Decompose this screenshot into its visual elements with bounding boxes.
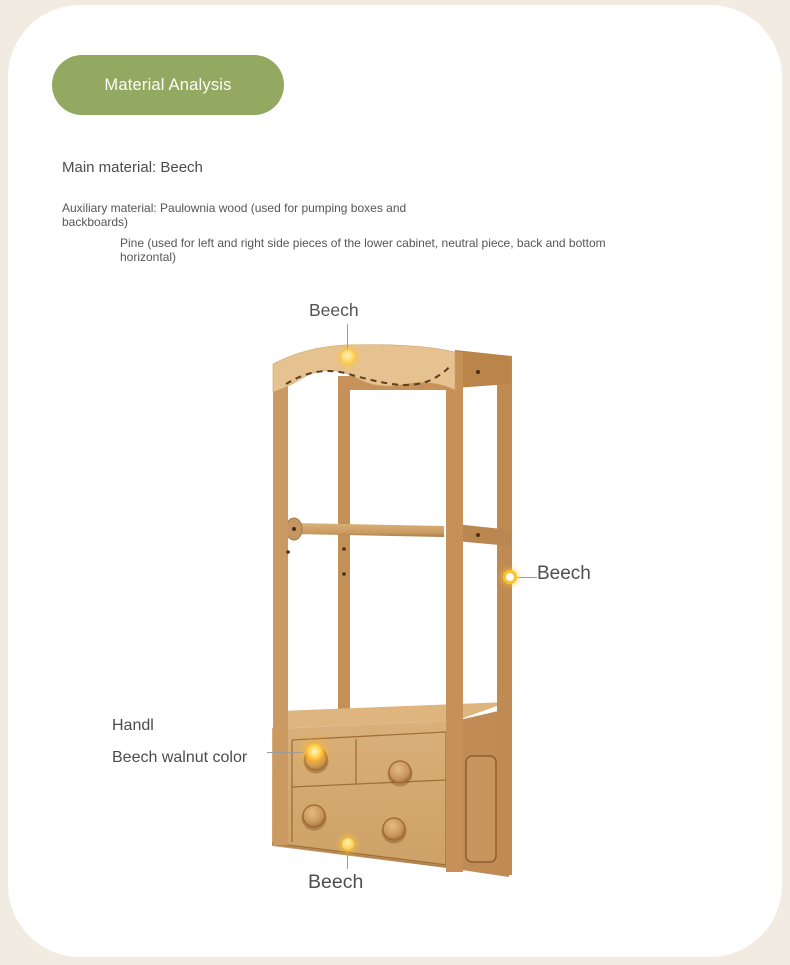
rail-hole [476, 533, 480, 537]
marker-dot-icon [305, 743, 324, 762]
main-material-text: Main material: Beech [62, 159, 203, 176]
rail-hole [476, 370, 480, 374]
marker-dot-icon [342, 838, 354, 850]
marker-dot-icon [503, 570, 517, 584]
marker-dot-icon [341, 350, 355, 364]
back-right-post [497, 356, 512, 875]
side-panel-inset [466, 756, 496, 862]
leader-line-handle [267, 752, 304, 753]
badge-label: Material Analysis [104, 75, 232, 94]
knob-top-right [389, 761, 411, 783]
label-beech-top: Beech [309, 300, 359, 320]
auxiliary-material-text: Auxiliary material: Paulownia wood (used for pumping boxes and backboards) [62, 201, 407, 230]
leader-line-bottom [347, 851, 348, 869]
top-right-side-rail [455, 350, 511, 388]
rod-cap-hole [292, 527, 296, 531]
post-holes [286, 547, 346, 576]
label-handle-color: Beech walnut color [112, 749, 248, 766]
knob-bottom-left [303, 805, 325, 827]
front-right-post [446, 352, 463, 872]
label-handle: Handl [112, 717, 154, 734]
knob-bottom-right [383, 818, 405, 840]
leader-line-top [347, 324, 348, 350]
label-beech-right: Beech [537, 563, 591, 584]
pine-material-text: Pine (used for left and right side pieces of the lower cabinet, neutral piece, back and bottom horizontal) [120, 236, 606, 265]
label-beech-bottom: Beech [308, 871, 364, 893]
hanging-rod [296, 523, 444, 537]
leader-line-right [518, 577, 537, 578]
front-left-post [273, 383, 288, 845]
